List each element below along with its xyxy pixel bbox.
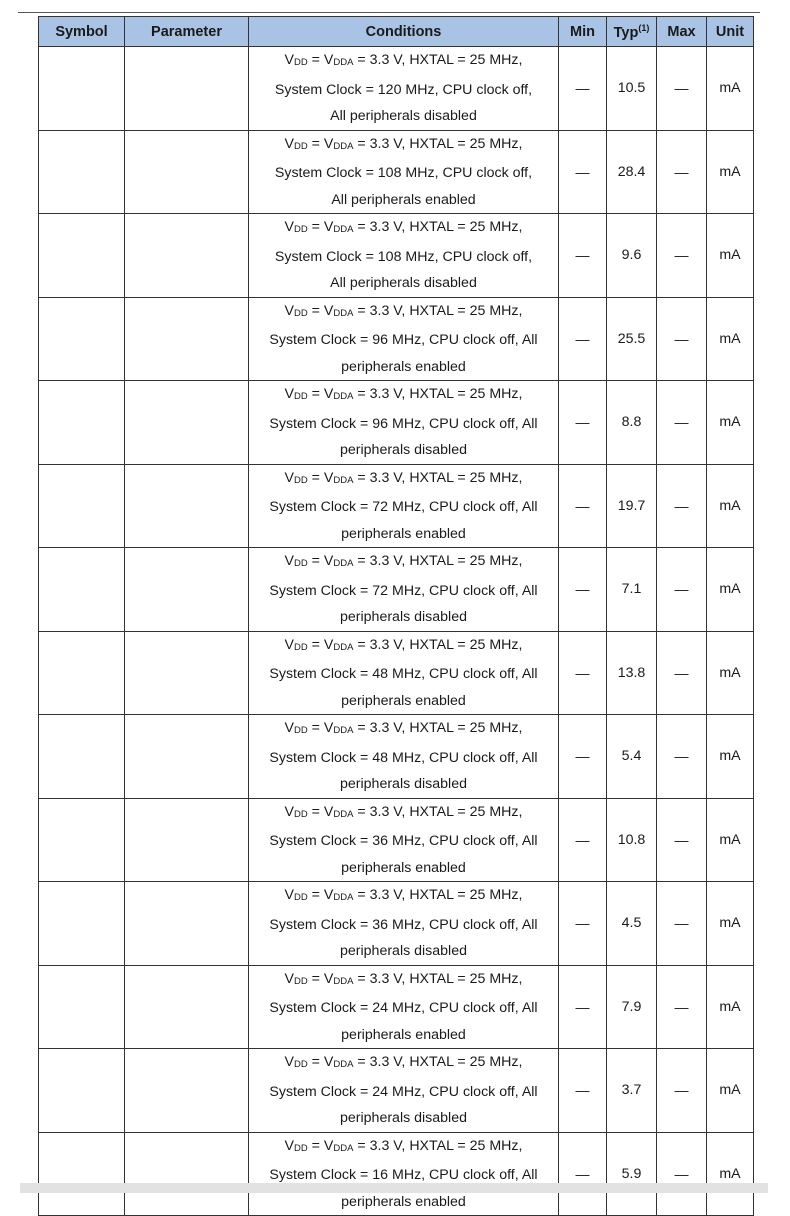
supply-condition: [249, 47, 558, 77]
left-border-extension: [38, 1168, 39, 1174]
typ-cell: 25.5: [607, 297, 657, 381]
symbol-cell: [39, 47, 125, 131]
supply-v: V: [284, 469, 294, 486]
supply-condition: [249, 381, 558, 411]
supply-rest: = 3.3 V, HXTAL = 25 MHz,: [353, 970, 523, 987]
conditions-cell: [249, 130, 559, 214]
conditions-cell: [249, 631, 559, 715]
parameter-cell: [125, 47, 249, 131]
supply-v: V: [284, 970, 294, 987]
supply-condition: [249, 632, 558, 662]
table-header-row: [39, 17, 754, 47]
table-row: [39, 548, 754, 632]
peripherals-condition: peripherals enabled: [341, 358, 466, 375]
symbol-cell: [39, 715, 125, 799]
supply-dd: DD: [294, 641, 308, 653]
system-clock-condition: System Clock = 24 MHz, CPU clock off, All: [269, 1000, 538, 1016]
max-cell: —: [657, 631, 707, 715]
system-clock-condition: System Clock = 72 MHz, CPU clock off, All: [269, 499, 538, 515]
typ-cell: 19.7: [607, 464, 657, 548]
unit-cell: mA: [707, 965, 754, 1049]
supply-eq: = V: [307, 135, 334, 152]
table-row: [39, 130, 754, 214]
peripherals-condition: peripherals enabled: [341, 859, 466, 876]
parameter-cell: [125, 882, 249, 966]
supply-dda: DDA: [333, 474, 354, 486]
symbol-cell: [39, 631, 125, 715]
supply-dda: DDA: [333, 57, 354, 68]
supply-condition: [249, 131, 558, 161]
parameter-cell: [125, 548, 249, 632]
supply-rest: = 3.3 V, HXTAL = 25 MHz,: [353, 469, 523, 486]
peripherals-condition: peripherals enabled: [341, 1026, 466, 1043]
conditions-cell: [249, 715, 559, 799]
symbol-cell: [39, 548, 125, 632]
parameter-cell: [125, 130, 249, 214]
supply-rest: = 3.3 V, HXTAL = 25 MHz,: [353, 52, 523, 68]
max-cell: —: [657, 548, 707, 632]
supply-rest: = 3.3 V, HXTAL = 25 MHz,: [353, 553, 523, 569]
max-cell: —: [657, 965, 707, 1049]
parameter-cell: [125, 297, 249, 381]
supply-dd: DD: [294, 391, 308, 402]
symbol-cell: [39, 381, 125, 465]
min-cell: —: [559, 1132, 607, 1216]
supply-dd: DD: [294, 224, 308, 235]
typ-cell: 28.4: [607, 130, 657, 214]
supply-eq: = V: [307, 1054, 334, 1070]
supply-dd: DD: [294, 474, 308, 486]
conditions-cell: [249, 214, 559, 298]
supply-v: V: [284, 803, 294, 820]
supply-dda: DDA: [333, 641, 354, 653]
supply-v: V: [284, 52, 294, 68]
supply-v: V: [284, 1137, 294, 1154]
unit-cell: mA: [707, 47, 754, 131]
supply-dda: DDA: [333, 808, 354, 820]
supply-eq: = V: [307, 386, 334, 402]
supply-condition: [249, 214, 558, 244]
supply-v: V: [284, 720, 294, 736]
supply-v: V: [284, 1054, 294, 1070]
supply-dda: DDA: [333, 1142, 354, 1154]
header-typ-label: Typ: [613, 24, 639, 41]
unit-cell: mA: [707, 381, 754, 465]
supply-dda: DDA: [333, 1059, 354, 1070]
symbol-cell: [39, 1132, 125, 1216]
supply-v: V: [284, 135, 294, 152]
supply-rest: = 3.3 V, HXTAL = 25 MHz,: [353, 887, 523, 903]
peripherals-condition: peripherals disabled: [340, 442, 467, 458]
peripherals-condition: peripherals disabled: [340, 776, 467, 792]
system-clock-condition: System Clock = 16 MHz, CPU clock off, All: [269, 1167, 538, 1183]
header-unit: Unit: [707, 17, 754, 47]
supply-rest: = 3.3 V, HXTAL = 25 MHz,: [353, 219, 523, 235]
conditions-cell: [249, 965, 559, 1049]
conditions-cell: [249, 882, 559, 966]
conditions-cell: [249, 798, 559, 882]
table-row: [39, 965, 754, 1049]
unit-cell: mA: [707, 882, 754, 966]
min-cell: —: [559, 47, 607, 131]
parameter-cell: [125, 381, 249, 465]
supply-v: V: [284, 636, 294, 653]
unit-cell: mA: [707, 548, 754, 632]
conditions-cell: [249, 1049, 559, 1133]
typ-cell: 7.9: [607, 965, 657, 1049]
typ-cell: 8.8: [607, 381, 657, 465]
supply-dd: DD: [294, 892, 308, 903]
conditions-cell: [249, 548, 559, 632]
supply-eq: = V: [307, 636, 334, 653]
peripherals-condition: peripherals enabled: [341, 1193, 466, 1210]
table-row: [39, 715, 754, 799]
supply-condition: [249, 799, 558, 829]
table-row: [39, 464, 754, 548]
max-cell: —: [657, 47, 707, 131]
supply-v: V: [284, 386, 294, 402]
min-cell: —: [559, 1049, 607, 1133]
system-clock-condition: System Clock = 96 MHz, CPU clock off, All: [269, 332, 538, 348]
typ-cell: 10.5: [607, 47, 657, 131]
typ-cell: 5.9: [607, 1132, 657, 1216]
supply-eq: = V: [307, 469, 334, 486]
peripherals-condition: All peripherals disabled: [330, 275, 477, 291]
min-cell: —: [559, 548, 607, 632]
unit-cell: mA: [707, 715, 754, 799]
supply-dd: DD: [294, 1142, 308, 1154]
header-typ: [607, 17, 657, 47]
min-cell: —: [559, 965, 607, 1049]
supply-dda: DDA: [333, 558, 354, 569]
page-bottom-bar: [20, 1183, 768, 1193]
supply-dda: DDA: [333, 892, 354, 903]
supply-eq: = V: [307, 970, 334, 987]
typ-cell: 7.1: [607, 548, 657, 632]
top-rule: [18, 12, 760, 13]
typ-cell: 3.7: [607, 1049, 657, 1133]
symbol-cell: [39, 798, 125, 882]
system-clock-condition: System Clock = 72 MHz, CPU clock off, All: [269, 582, 538, 599]
max-cell: —: [657, 381, 707, 465]
symbol-border-extension: [124, 1168, 125, 1174]
header-parameter: Parameter: [125, 17, 249, 47]
unit-cell: mA: [707, 798, 754, 882]
conditions-cell: [249, 1132, 559, 1216]
typ-cell: 10.8: [607, 798, 657, 882]
supply-dda: DDA: [333, 975, 354, 987]
system-clock-condition: System Clock = 24 MHz, CPU clock off, All: [269, 1083, 538, 1100]
system-clock-condition: System Clock = 108 MHz, CPU clock off,: [274, 248, 533, 265]
min-cell: —: [559, 297, 607, 381]
supply-eq: = V: [307, 219, 334, 235]
parameter-cell: [125, 965, 249, 1049]
symbol-cell: [39, 464, 125, 548]
max-cell: —: [657, 1049, 707, 1133]
supply-rest: = 3.3 V, HXTAL = 25 MHz,: [353, 720, 523, 736]
typ-cell: 9.6: [607, 214, 657, 298]
supply-rest: = 3.3 V, HXTAL = 25 MHz,: [353, 803, 523, 820]
table-row: [39, 214, 754, 298]
supply-condition: [249, 1133, 558, 1163]
system-clock-condition: System Clock = 36 MHz, CPU clock off, All: [269, 916, 538, 933]
unit-cell: mA: [707, 464, 754, 548]
symbol-cell: [39, 882, 125, 966]
supply-eq: = V: [307, 803, 334, 820]
unit-cell: mA: [707, 130, 754, 214]
typ-cell: 13.8: [607, 631, 657, 715]
typ-cell: 4.5: [607, 882, 657, 966]
supply-eq: = V: [307, 720, 334, 736]
supply-v: V: [284, 887, 294, 903]
supply-dd: DD: [294, 140, 308, 152]
conditions-cell: [249, 297, 559, 381]
min-cell: —: [559, 381, 607, 465]
supply-rest: = 3.3 V, HXTAL = 25 MHz,: [353, 636, 523, 653]
supply-condition: [249, 1049, 558, 1079]
table-row: [39, 1049, 754, 1133]
supply-condition: [249, 548, 558, 578]
header-min: Min: [559, 17, 607, 47]
header-max: Max: [657, 17, 707, 47]
supply-dda: DDA: [333, 140, 354, 152]
supply-v: V: [284, 219, 294, 235]
supply-eq: = V: [307, 553, 334, 569]
supply-condition: [249, 465, 558, 495]
header-typ-footnote: (1): [638, 22, 650, 33]
peripherals-condition: peripherals disabled: [340, 609, 467, 625]
table-row: [39, 1132, 754, 1216]
unit-cell: mA: [707, 1132, 754, 1216]
parameter-cell: [125, 464, 249, 548]
symbol-cell: [39, 965, 125, 1049]
max-cell: —: [657, 715, 707, 799]
table-row: [39, 381, 754, 465]
min-cell: —: [559, 214, 607, 298]
max-cell: —: [657, 130, 707, 214]
supply-condition: [249, 298, 558, 328]
supply-dda: DDA: [333, 725, 354, 736]
supply-eq: = V: [307, 887, 334, 903]
supply-v: V: [284, 553, 294, 569]
max-cell: —: [657, 297, 707, 381]
symbol-cell: [39, 1049, 125, 1133]
peripherals-condition: peripherals enabled: [341, 525, 466, 542]
current-consumption-table: [38, 16, 754, 1216]
supply-dd: DD: [294, 57, 308, 68]
conditions-cell: [249, 47, 559, 131]
supply-condition: [249, 882, 558, 912]
supply-dda: DDA: [333, 307, 354, 319]
symbol-cell: [39, 130, 125, 214]
table-row: [39, 47, 754, 131]
supply-eq: = V: [307, 52, 334, 68]
table-row: [39, 798, 754, 882]
system-clock-condition: System Clock = 36 MHz, CPU clock off, All: [269, 833, 538, 849]
supply-rest: = 3.3 V, HXTAL = 25 MHz,: [353, 135, 523, 152]
table-row: [39, 882, 754, 966]
max-cell: —: [657, 1132, 707, 1216]
unit-cell: mA: [707, 1049, 754, 1133]
supply-dd: DD: [294, 558, 308, 569]
header-symbol: Symbol: [39, 17, 125, 47]
supply-dd: DD: [294, 725, 308, 736]
header-conditions: Conditions: [249, 17, 559, 47]
parameter-cell: [125, 1132, 249, 1216]
min-cell: —: [559, 798, 607, 882]
supply-rest: = 3.3 V, HXTAL = 25 MHz,: [353, 386, 523, 402]
parameter-cell: [125, 715, 249, 799]
peripherals-condition: All peripherals disabled: [330, 108, 477, 124]
peripherals-condition: peripherals enabled: [341, 692, 466, 709]
supply-v: V: [284, 302, 294, 319]
supply-eq: = V: [307, 302, 334, 319]
max-cell: —: [657, 214, 707, 298]
min-cell: —: [559, 464, 607, 548]
table-row: [39, 297, 754, 381]
conditions-cell: [249, 464, 559, 548]
supply-dd: DD: [294, 975, 308, 987]
system-clock-condition: System Clock = 108 MHz, CPU clock off,: [274, 165, 533, 181]
parameter-cell: [125, 1049, 249, 1133]
peripherals-condition: peripherals disabled: [340, 1110, 467, 1126]
peripherals-condition: All peripherals enabled: [331, 191, 476, 208]
system-clock-condition: System Clock = 120 MHz, CPU clock off,: [274, 81, 533, 98]
table-row: [39, 631, 754, 715]
max-cell: —: [657, 798, 707, 882]
conditions-cell: [249, 381, 559, 465]
supply-rest: = 3.3 V, HXTAL = 25 MHz,: [353, 1137, 523, 1154]
max-cell: —: [657, 882, 707, 966]
supply-dda: DDA: [333, 224, 354, 235]
supply-condition: [249, 966, 558, 996]
supply-dd: DD: [294, 307, 308, 319]
supply-rest: = 3.3 V, HXTAL = 25 MHz,: [353, 302, 523, 319]
parameter-cell: [125, 214, 249, 298]
system-clock-condition: System Clock = 48 MHz, CPU clock off, All: [269, 666, 538, 682]
supply-dd: DD: [294, 808, 308, 820]
parameter-cell: [125, 798, 249, 882]
min-cell: —: [559, 882, 607, 966]
supply-eq: = V: [307, 1137, 334, 1154]
system-clock-condition: System Clock = 48 MHz, CPU clock off, All: [269, 749, 538, 766]
supply-condition: [249, 715, 558, 745]
max-cell: —: [657, 464, 707, 548]
unit-cell: mA: [707, 214, 754, 298]
peripherals-condition: peripherals disabled: [340, 943, 467, 959]
parameter-border-extension: [248, 1168, 249, 1174]
typ-cell: 5.4: [607, 715, 657, 799]
unit-cell: mA: [707, 297, 754, 381]
min-cell: —: [559, 631, 607, 715]
system-clock-condition: System Clock = 96 MHz, CPU clock off, All: [269, 415, 538, 432]
symbol-cell: [39, 297, 125, 381]
supply-dd: DD: [294, 1059, 308, 1070]
symbol-cell: [39, 214, 125, 298]
parameter-cell: [125, 631, 249, 715]
min-cell: —: [559, 715, 607, 799]
min-cell: —: [559, 130, 607, 214]
supply-dda: DDA: [333, 391, 354, 402]
supply-rest: = 3.3 V, HXTAL = 25 MHz,: [353, 1054, 523, 1070]
unit-cell: mA: [707, 631, 754, 715]
